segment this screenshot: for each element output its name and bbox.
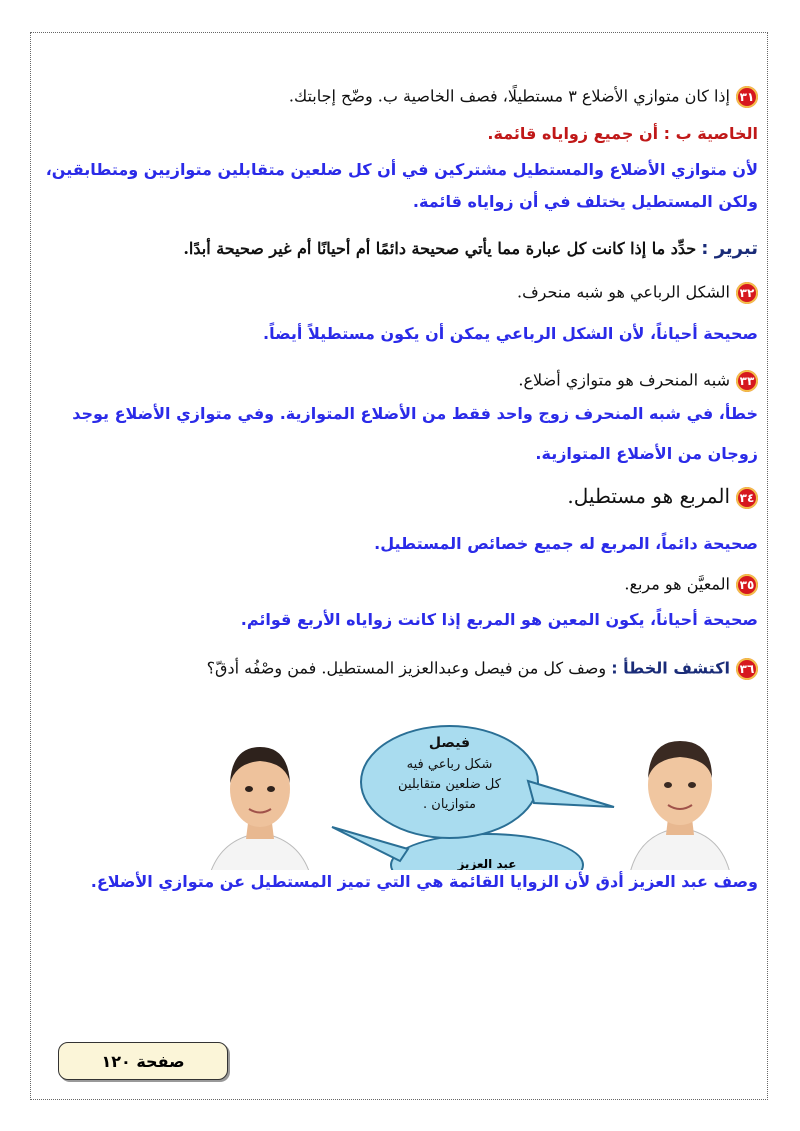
question-number-badge: ٣٤: [736, 487, 758, 509]
question-33: [34, 370, 758, 392]
answer-33-line-1: خطأ، في شبه المنحرف زوج واحد فقط من الأضلاع المتوازية. وفي متوازي الأضلاع يوجد: [72, 404, 758, 423]
question-number-badge: ٣٣: [736, 370, 758, 392]
question-34: [34, 484, 758, 509]
answer-32: صحيحة أحياناً، لأن الشكل الرباعي يمكن أن يكون مستطيلاً أيضاً.: [263, 324, 758, 343]
final-answer: وصف عبد العزيز أدق لأن الزوايا القائمة هي التي تميز المستطيل عن متوازي الأضلاع.: [90, 872, 758, 891]
page-number-tag: صفحة ١٢٠: [58, 1042, 228, 1080]
bubble-speaker-name: فيصل: [428, 735, 471, 751]
bubble2-tail: [330, 825, 410, 865]
question-text: الشكل الرباعي هو شبه منحرف.: [517, 282, 730, 302]
bubble-name-partial: عبد العزيز: [457, 857, 517, 870]
question-text: شبه المنحرف هو متوازي أضلاع.: [518, 370, 730, 390]
answer-34: صحيحة دائماً، المربع له جميع خصائص المستطيل.: [374, 534, 758, 553]
question-number-badge: ٣٦: [736, 658, 758, 680]
illustration-scene: [60, 715, 760, 870]
answer-35: صحيحة أحياناً، يكون المعين هو المربع إذا كانت زواياه الأربع قوائم.: [240, 610, 758, 629]
find-error-keyword: اكتشف الخطأ :: [611, 658, 730, 678]
question-text: إذا كان متوازي الأضلاع ٣ مستطيلًا، فصف الخاصية ب. وضّح إجابتك.: [288, 86, 730, 106]
justify-keyword: تبرير :: [701, 238, 758, 259]
boy-right-illustration: [620, 723, 740, 870]
bubble-line-3: متوازيان .: [423, 797, 476, 812]
question-number-badge: ٣٥: [736, 574, 758, 596]
bubble-line-1: شكل رباعي فيه: [406, 757, 493, 772]
answer-31-line-2: ولكن المستطيل يختلف في أن زواياه قائمة.: [412, 192, 758, 211]
question-text: المعيَّن هو مربع.: [624, 574, 730, 594]
question-number-badge: ٣١: [736, 86, 758, 108]
speech-bubble-abdulaziz: [390, 833, 584, 870]
bubble-tail: [526, 777, 616, 817]
question-35: [34, 574, 758, 596]
justify-instruction: [34, 238, 758, 259]
question-number-badge: ٣٢: [736, 282, 758, 304]
question-text: المربع هو مستطيل.: [567, 484, 730, 508]
justify-text: حدِّد ما إذا كانت كل عبارة مما يأتي صحيحة دائمًا أم أحيانًا أم غير صحيحة أبدًا.: [183, 239, 697, 258]
boy-left-illustration: [200, 731, 320, 870]
question-text: وصف كل من فيصل وعبدالعزيز المستطيل. فمن وصْفُه أدقّ؟: [206, 658, 607, 678]
question-32: [34, 282, 758, 304]
answer-31-title: الخاصية ب : أن جميع زواياه قائمة.: [487, 124, 758, 143]
answer-33-line-2: زوجان من الأضلاع المتوازية.: [535, 444, 758, 463]
answer-31-line-1: لأن متوازي الأضلاع والمستطيل مشتركين في أن كل ضلعين متقابلين متوازيين ومتطابقين،: [45, 160, 758, 179]
question-36: [34, 658, 758, 680]
speech-bubble-faisal: [360, 725, 539, 839]
question-31: [34, 86, 758, 108]
bubble-line-2: كل ضلعين متقابلين: [398, 777, 501, 792]
